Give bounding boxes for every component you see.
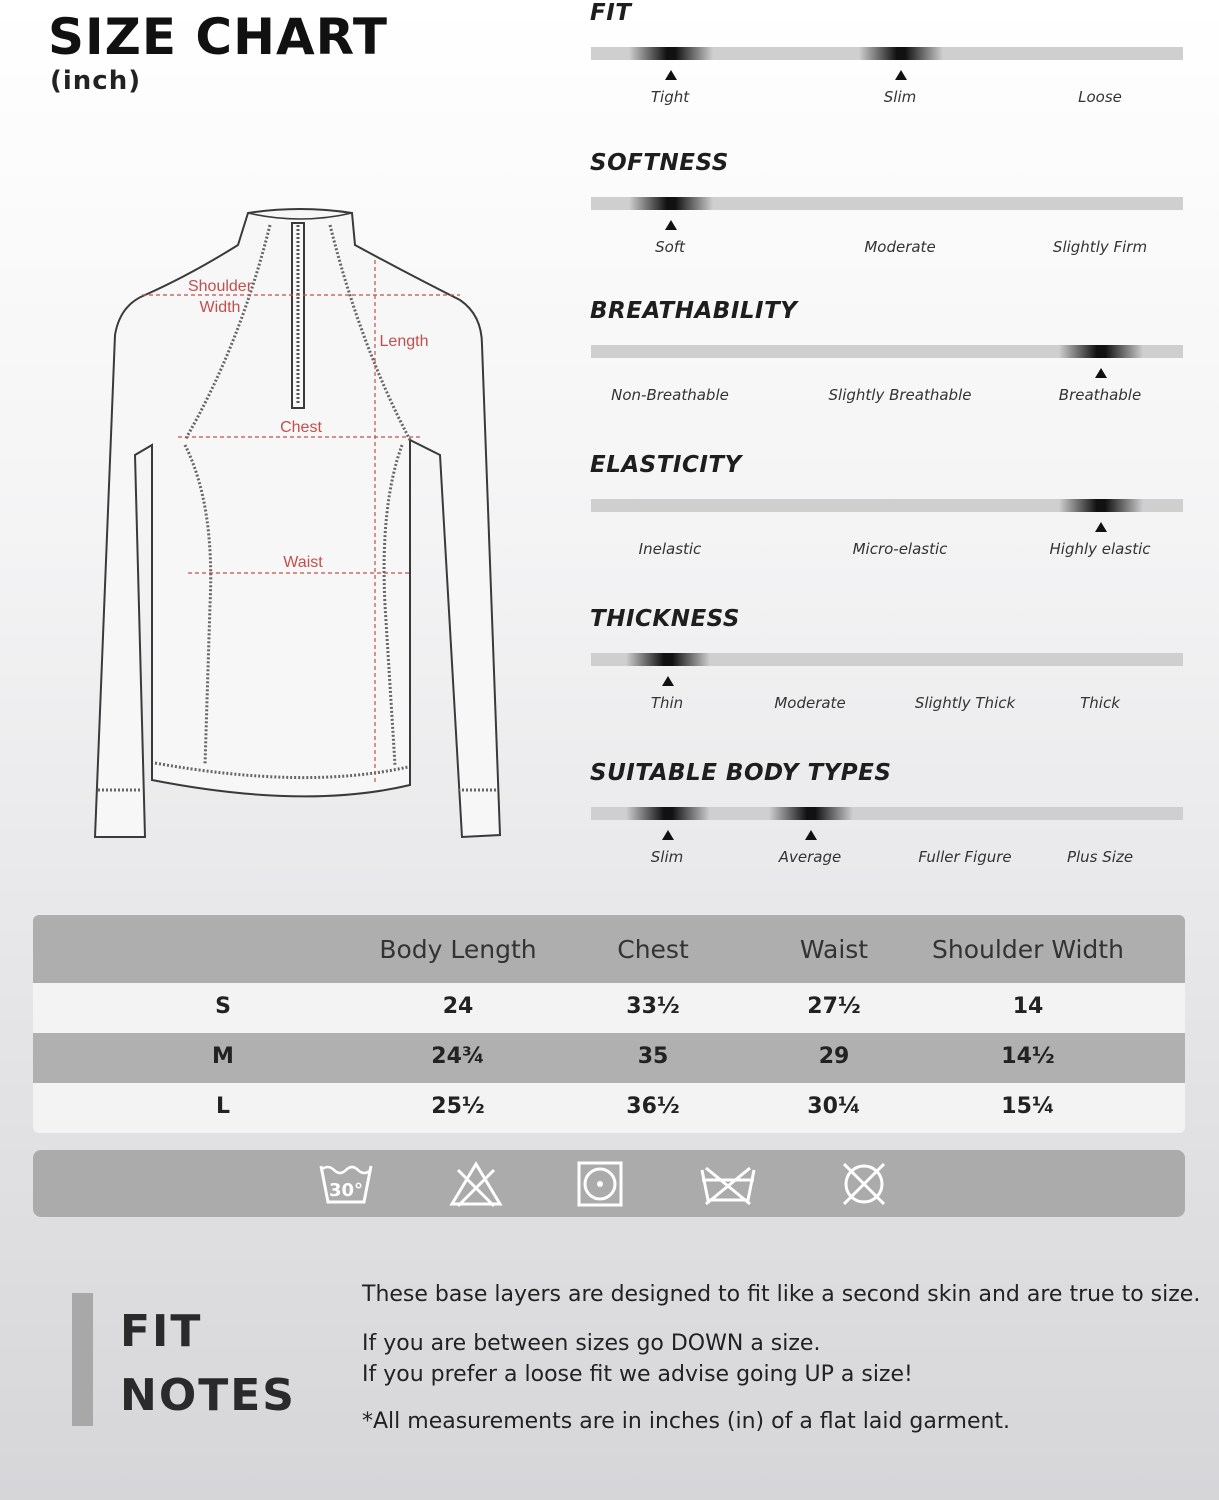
level-indicator bbox=[1059, 499, 1143, 512]
level-label: Slim bbox=[883, 88, 917, 106]
level-label: Micro-elastic bbox=[852, 540, 948, 558]
col-body-length: Body Length bbox=[379, 935, 537, 964]
attribute-fit bbox=[590, 0, 1184, 106]
level-arrow-icon bbox=[1095, 522, 1107, 532]
attribute-scale-bar bbox=[591, 197, 1183, 210]
body-length-cell: 25½ bbox=[431, 1094, 485, 1119]
level-arrow-icon bbox=[662, 830, 674, 840]
level-label: Moderate bbox=[774, 694, 846, 712]
waist-cell: 27½ bbox=[807, 994, 861, 1019]
shoulder-cell: 14½ bbox=[1001, 1044, 1055, 1069]
table-header bbox=[33, 915, 1185, 983]
level-arrow-icon bbox=[662, 676, 674, 686]
level-arrow-icon bbox=[1095, 368, 1107, 378]
level-label: Plus Size bbox=[1066, 848, 1134, 866]
level-label: Thick bbox=[1080, 694, 1120, 712]
level-indicator bbox=[769, 807, 853, 820]
level-label: Thin bbox=[650, 694, 684, 712]
col-chest: Chest bbox=[617, 935, 689, 964]
size-cell: S bbox=[215, 994, 231, 1019]
waist-cell: 30¼ bbox=[807, 1094, 861, 1119]
size-cell: M bbox=[212, 1044, 234, 1069]
attribute-name: THICKNESS bbox=[590, 606, 740, 632]
attribute-scale-bar bbox=[591, 47, 1183, 60]
garment-outline bbox=[95, 209, 500, 837]
length-label: Length bbox=[379, 333, 429, 350]
fit-notes-title bbox=[120, 1300, 296, 1428]
attribute-scale-bar bbox=[591, 499, 1183, 512]
body-length-cell: 24 bbox=[442, 994, 474, 1019]
attribute-name: FIT bbox=[590, 0, 632, 26]
fit-notes-title-line2: NOTES bbox=[120, 1370, 296, 1421]
level-label: Breathable bbox=[1058, 386, 1142, 404]
chest-cell: 35 bbox=[637, 1044, 669, 1069]
do-not-bleach-icon bbox=[448, 1160, 504, 1208]
level-label: Slightly Firm bbox=[1052, 238, 1148, 256]
chest-cell: 36½ bbox=[626, 1094, 680, 1119]
wash-temp: 30° bbox=[328, 1180, 364, 1201]
fit-notes-title-line1: FIT bbox=[120, 1306, 203, 1357]
level-arrow-icon bbox=[665, 70, 677, 80]
level-label: Tight bbox=[650, 88, 690, 106]
attribute-softness bbox=[590, 150, 1184, 256]
chest-cell: 33½ bbox=[626, 994, 680, 1019]
fit-note-line: If you are between sizes go DOWN a size. bbox=[362, 1331, 821, 1356]
care-instructions bbox=[33, 1150, 1185, 1217]
level-indicator bbox=[1059, 345, 1143, 358]
level-indicator bbox=[626, 807, 710, 820]
shoulder-label-1: Shoulder bbox=[187, 278, 253, 295]
attribute-scale-bar bbox=[591, 653, 1183, 666]
level-label: Soft bbox=[655, 238, 685, 256]
attribute-thickness bbox=[590, 606, 1184, 712]
fit-note-line: These base layers are designed to fit like a second skin and are true to size. bbox=[362, 1282, 1201, 1307]
do-not-dry-clean-icon bbox=[700, 1160, 756, 1208]
table-row bbox=[33, 983, 1185, 1033]
attribute-breathability bbox=[590, 298, 1184, 404]
level-label: Slightly Breathable bbox=[828, 386, 972, 404]
level-label: Moderate bbox=[864, 238, 936, 256]
waist-label: Waist bbox=[283, 554, 323, 571]
col-waist: Waist bbox=[799, 935, 869, 964]
table-row bbox=[33, 1083, 1185, 1133]
shoulder-cell: 15¼ bbox=[1001, 1094, 1055, 1119]
attribute-scale-bar bbox=[591, 807, 1183, 820]
tumble-dry-icon bbox=[572, 1160, 628, 1208]
shoulder-cell: 14 bbox=[1012, 994, 1044, 1019]
level-indicator bbox=[629, 47, 713, 60]
shoulder-label-2: Width bbox=[199, 299, 241, 316]
level-label: Inelastic bbox=[638, 540, 702, 558]
attribute-name: SOFTNESS bbox=[590, 150, 729, 176]
attribute-elasticity bbox=[590, 452, 1184, 558]
level-label: Average bbox=[778, 848, 842, 866]
do-not-iron-icon bbox=[836, 1160, 892, 1208]
level-indicator bbox=[626, 653, 710, 666]
level-label: Slightly Thick bbox=[914, 694, 1016, 712]
size-cell: L bbox=[215, 1094, 231, 1119]
body-length-cell: 24¾ bbox=[431, 1044, 485, 1069]
waist-cell: 29 bbox=[818, 1044, 850, 1069]
level-indicator bbox=[629, 197, 713, 210]
level-label: Loose bbox=[1078, 88, 1122, 106]
attribute-name: ELASTICITY bbox=[590, 452, 742, 478]
fit-note-line: If you prefer a loose fit we advise going UP a size! bbox=[362, 1362, 913, 1387]
attribute-name: SUITABLE BODY TYPES bbox=[590, 760, 892, 786]
attribute-scale-bar bbox=[591, 345, 1183, 358]
fit-note-line: *All measurements are in inches (in) of a flat laid garment. bbox=[362, 1409, 1011, 1434]
level-arrow-icon bbox=[665, 220, 677, 230]
garment-illustration bbox=[90, 205, 510, 845]
table-row bbox=[33, 1033, 1185, 1083]
wash-30-icon bbox=[318, 1160, 374, 1208]
chest-label: Chest bbox=[280, 419, 322, 436]
fit-notes-accent-bar bbox=[72, 1293, 93, 1426]
size-table bbox=[33, 915, 1185, 1133]
level-label: Fuller Figure bbox=[918, 848, 1012, 866]
unit-label: (inch) bbox=[50, 66, 142, 96]
level-label: Highly elastic bbox=[1049, 540, 1151, 558]
attribute-name: BREATHABILITY bbox=[590, 298, 798, 324]
level-label: Slim bbox=[650, 848, 684, 866]
level-arrow-icon bbox=[895, 70, 907, 80]
attribute-suitable-body-types bbox=[590, 760, 1184, 866]
level-arrow-icon bbox=[805, 830, 817, 840]
level-label: Non-Breathable bbox=[611, 386, 729, 404]
level-indicator bbox=[859, 47, 943, 60]
col-shoulder-width: Shoulder Width bbox=[932, 935, 1124, 964]
page-title: SIZE CHART bbox=[48, 8, 389, 66]
